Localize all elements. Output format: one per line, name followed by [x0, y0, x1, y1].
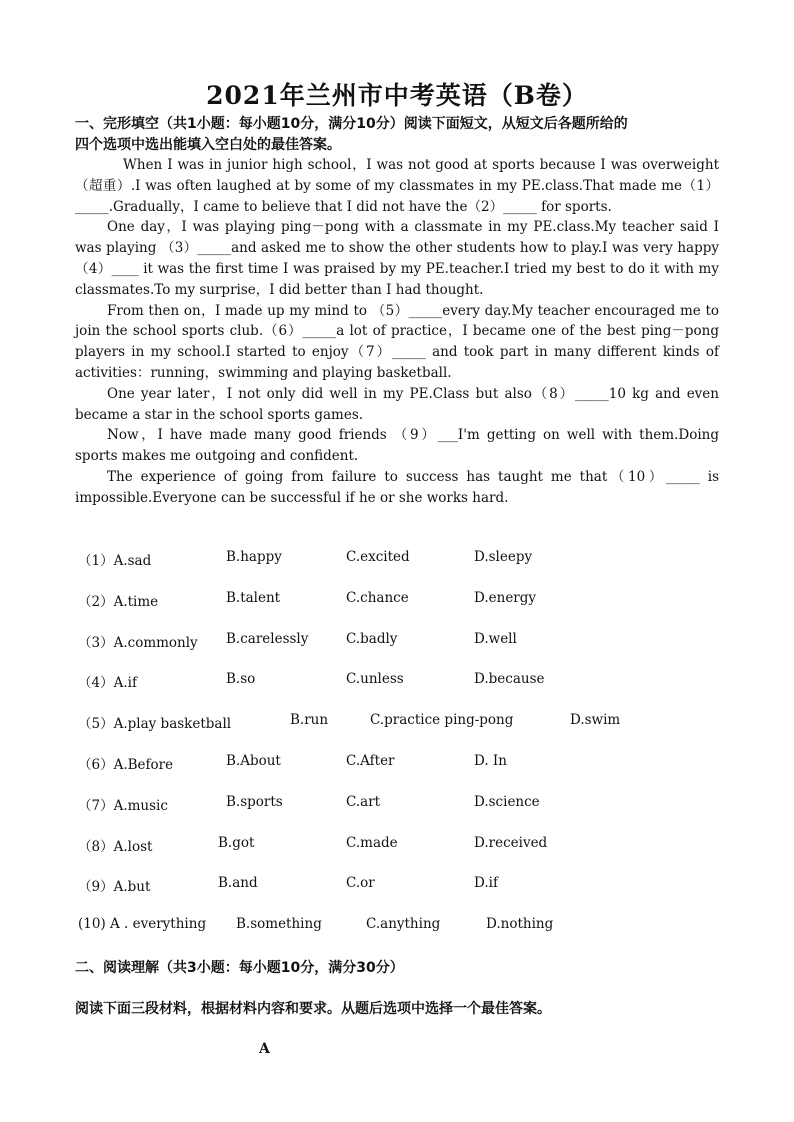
options-list [78, 549, 718, 957]
passage-paragraph-6: The experience of going from failure to success has taught me that（10）_____ is impossible.Everyone can be successful if he or she works hard. [75, 468, 719, 506]
option-b: B.happy [226, 549, 282, 565]
option-row-4 [78, 671, 718, 712]
option-a: （3）A.commonly [78, 634, 198, 651]
option-a: （6）A.Before [78, 756, 174, 773]
passage-label-a: A [259, 1041, 270, 1057]
option-a: (10) A . everything [78, 916, 207, 933]
option-d: D. In [474, 752, 507, 769]
option-d: D.received [474, 834, 548, 851]
option-row-8 [78, 835, 718, 876]
option-b: B.run [290, 712, 329, 729]
passage-paragraph-1: When I was in junior high school，I was not good at sports because I was overweight （超重）.I was often laughed at by some of my classmates in my PE.class.That made me（1）_____.Gradually，I came to believe that I did not have the（2）_____ for sports. [75, 157, 719, 215]
option-b: B.sports [226, 793, 283, 810]
option-b: B.carelessly [226, 630, 309, 647]
option-b: B.About [226, 752, 281, 769]
option-d: D.energy [474, 589, 537, 606]
option-c: C.chance [346, 589, 409, 606]
option-row-3 [78, 631, 718, 672]
option-c: C.anything [366, 916, 441, 933]
section2-heading: 二、阅读理解（共3小题：每小题10分，满分30分） [75, 960, 404, 976]
option-row-2 [78, 590, 718, 631]
option-b: B.something [236, 916, 322, 933]
option-c: C.unless [346, 671, 404, 688]
option-c: C.made [346, 834, 398, 851]
option-d: D.because [474, 671, 545, 688]
option-a: （1）A.sad [78, 553, 152, 569]
option-row-1 [78, 549, 718, 590]
passage-paragraph-5: Now，I have made many good friends （9）___I'm getting on well with them.Doing sports makes me outgoing and confident. [75, 427, 719, 465]
option-d: D.swim [570, 712, 621, 729]
option-c: C.art [346, 793, 381, 810]
option-row-7 [78, 794, 718, 835]
option-a: （9）A.but [78, 879, 151, 896]
option-row-10 [78, 916, 718, 957]
option-c: C.badly [346, 630, 398, 647]
section2-instruction: 阅读下面三段材料，根据材料内容和要求。从题后选项中选择一个最佳答案。 [75, 1001, 551, 1017]
option-d: D.science [474, 793, 540, 810]
option-a: （8）A.lost [78, 838, 153, 855]
option-d: D.if [474, 875, 498, 892]
cloze-passage [75, 155, 719, 509]
option-row-5 [78, 712, 718, 753]
option-c: C.or [346, 875, 375, 892]
option-d: D.well [474, 630, 517, 647]
option-a: （2）A.time [78, 593, 159, 610]
option-a: （7）A.music [78, 797, 168, 814]
section1-heading-line1: 一、完形填空（共1小题：每小题10分，满分10分）阅读下面短文，从短文后各题所给的 [75, 116, 628, 132]
option-b: B.got [218, 834, 255, 851]
option-b: B.talent [226, 589, 281, 606]
option-c: C.After [346, 752, 395, 769]
option-a: （5）A.play basketball [78, 716, 232, 733]
passage-paragraph-4: One year later，I not only did well in my PE.Class but also（8）_____10 kg and even became a star in the school sports games. [75, 385, 719, 423]
option-c: C.practice ping-pong [370, 712, 514, 729]
option-c: C.excited [346, 549, 410, 565]
section1-heading [75, 114, 725, 156]
section1-heading-line2: 四个选项中选出能填入空白处的最佳答案。 [75, 137, 341, 153]
option-d: D.sleepy [474, 549, 533, 565]
passage-paragraph-2: One day，I was playing ping－pong with a classmate in my PE.class.My teacher said I was playing （3）_____and asked me to show the other students how to play.I was very happy （4）____ it was the first time I was praised by my PE.teacher.I tried my best to do it with my classmates.To my surprise，I did better than I had thought. [75, 219, 719, 298]
option-row-6 [78, 753, 718, 794]
option-b: B.and [218, 875, 258, 892]
page-title: 2021年兰州市中考英语（B卷） [206, 81, 588, 110]
option-row-9 [78, 875, 718, 916]
passage-paragraph-3: From then on，I made up my mind to （5）_____every day.My teacher encouraged me to join the school sports club.（6）_____a lot of practice，I became one of the best ping－pong players in my school.I started to enjoy（7）_____ and took part in many different kinds of activities：running，swimming and playing basketball. [75, 302, 719, 381]
option-d: D.nothing [486, 916, 554, 933]
option-b: B.so [226, 671, 256, 688]
option-a: （4）A.if [78, 675, 137, 692]
